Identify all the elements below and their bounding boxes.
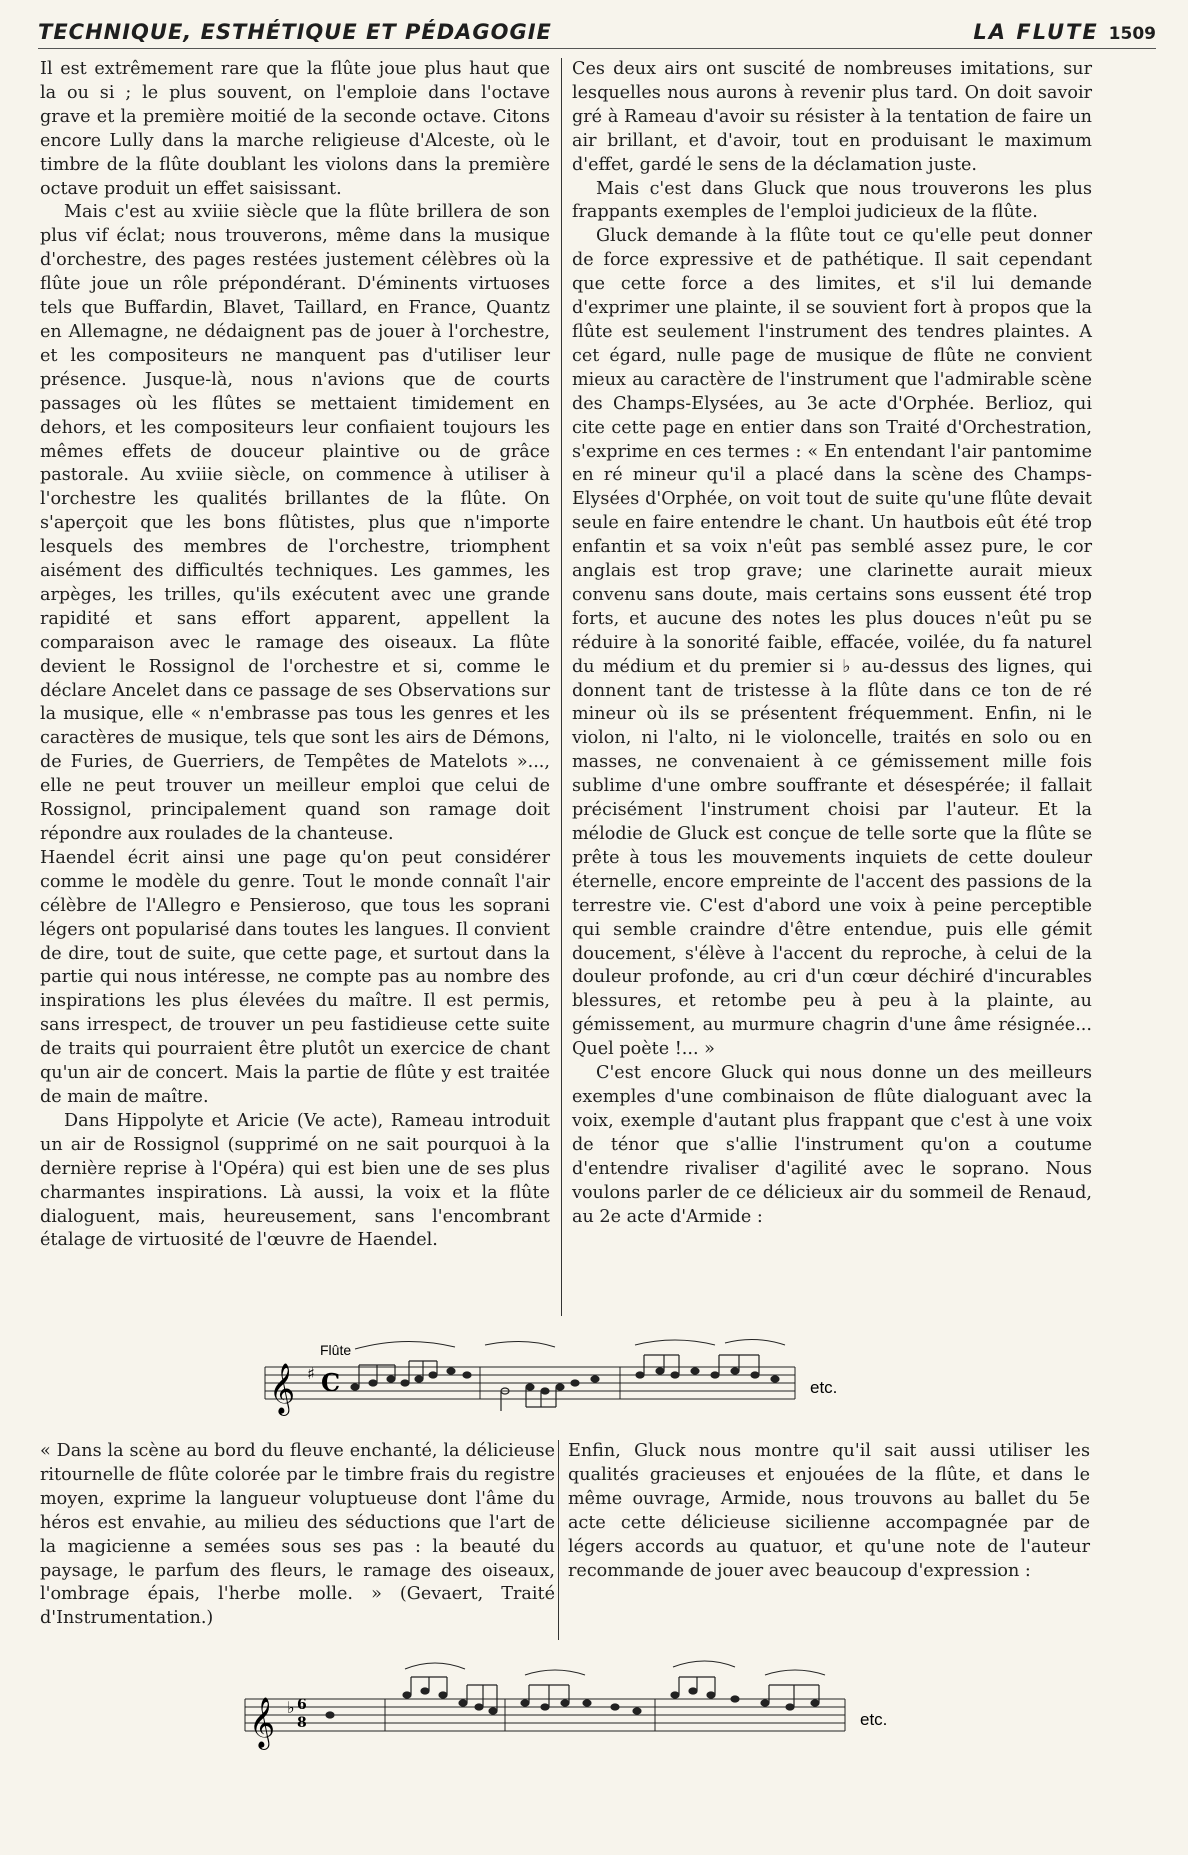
column-left-top xyxy=(40,58,550,1253)
time-signature-6: 6 xyxy=(297,1697,307,1713)
column-divider xyxy=(561,58,562,1316)
paragraph: C'est encore Gluck qui nous donne un des meilleurs exemples d'une combinaison de flûte dialoguant avec la voix, exemple d'autant plus frappant que c'est à une voix de ténor que s'allie l'instrument qu'on a coutume d'entendre rivaliser d'agilité avec le soprano. Nous voulons parler de ce délicieux air du sommeil de Renaud, au 2e acte d'Armide : xyxy=(572,1063,1092,1227)
paragraph: Haendel écrit ainsi une page qu'on peut considérer comme le modèle du genre. Tout le monde connaît l'air célèbre de l'Allegro e Pensieroso, que tous les soprani légers ont popularisé dans toutes les langues. Il convient de dire, tout de suite, que cette page, et surtout dans la partie qui nous intéresse, ne compte pas au nombre des inspirations les plus élevées du maître. Il est permis, sans irrespect, de trouver un peu fastidieuse cette suite de traits qui pourraient être plutôt un exercice de chant qu'un air de concert. Mais la partie de flûte y est traitée de main de maître. xyxy=(40,847,550,1107)
flat-icon: ♭ xyxy=(287,1698,295,1717)
column-right-top xyxy=(572,58,1092,1229)
column-right-bottom xyxy=(568,1440,1090,1583)
header-section-title: TECHNIQUE, ESTHÉTIQUE ET PÉDAGOGIE xyxy=(38,20,552,44)
column-left-bottom xyxy=(40,1440,555,1631)
etc-label: etc. xyxy=(860,1710,888,1729)
paragraph: Gluck demande à la flûte tout ce qu'elle peut donner de force expressive et de pathétique. Il sait cependant que cette force a des limites, et s'il lui demande d'exprimer une plainte, il se souvient fort à propos que la flûte est seulement l'instrument des tendres plaintes. A cet égard, nulle page de musique de flûte ne convient mieux au caractère de l'instrument que l'admirable scène des Champs-Elysées, au 3e acte d'Orphée. Berlioz, qui cite cette page en entier dans son Traité d'Orchestration, s'exprime en ces termes : « En entendant l'air pantomime en ré mineur qu'il a placé dans la scène des Champs-Elysées d'Orphée, on voit tout de suite qu'une flûte devait seule en faire entendre le chant. Un hautbois eût été trop enfantin et sa voix n'eût pas semblé assez pure, le cor anglais est trop grave; une clarinette aurait mieux convenu sans doute, mais certains sons eussent été trop forts, et aucune des notes les plus douces n'eût pu se réduire à la sonorité faible, effacée, voilée, du fa naturel du médium et du premier si ♭ au-dessus des lignes, qui donnent tant de tristesse à la flûte dans ce ton de ré mineur où ils se présentent fréquemment. Enfin, ni le violon, ni l'alto, ni le violoncelle, traités en solo ou en masses, ne convenaient à ce gémissement mille fois sublime d'une ombre souffrante et désespérée; il fallait précisément l'instrument choisi par l'auteur. Et la mélodie de Gluck est conçue de telle sorte que la flûte se prête à tous les mouvements inquiets de cette douleur éternelle, encore empreinte de l'accent des passions de la terrestre vie. C'est d'abord une voix à peine perceptible qui semble craindre d'être entendue, puis elle gémit doucement, s'élève à l'accent du reproche, à celui de la douleur profonde, au cri d'un cœur déchiré d'incurables blessures, et retombe peu à peu à la plainte, au gémissement, au murmure chagrin d'une âme résignée... Quel poète !... » xyxy=(572,226,1092,1060)
paragraph: Il est extrêmement rare que la flûte joue plus haut que la ou si ; le plus souvent, on l'emploie dans l'octave grave et la première moitié de la seconde octave. Citons encore Lully dans la marche religieuse d'Alceste, où le timbre de la flûte doublant les violons dans la première octave produit un effet saisissant. xyxy=(40,59,550,199)
sharp-icon: ♯ xyxy=(307,1364,315,1383)
time-signature-8: 8 xyxy=(297,1715,307,1731)
page-number: 1509 xyxy=(1108,24,1156,44)
common-time-icon: C xyxy=(321,1368,341,1397)
paragraph: Enfin, Gluck nous montre qu'il sait aussi utiliser les qualités gracieuses et enjouées de la flûte, et dans le même ouvrage, Armide, nous trouvons au ballet du 5e acte cette délicieuse sicilienne accompagnée par de légers accords au quatuor, et qu'une note de l'auteur recommande de jouer avec beaucoup d'expression : xyxy=(568,1441,1090,1581)
paragraph: Mais c'est au xviiie siècle que la flûte brillera de son plus vif éclat; nous trouverons, même dans la musique d'orchestre, des pages restées justement célèbres où la flûte joue un rôle prépondérant. D'éminents virtuoses tels que Buffardin, Blavet, Taillard, en France, Quantz en Allemagne, ne dédaignent pas de jouer à l'orchestre, et les compositeurs ne manquent pas d'utiliser leur présence. Jusque-là, nous n'avions que de courts passages où les flûtes se mettaient timidement en dehors, et les compositeurs leur confiaient toujours les mêmes effets de douceur plaintive ou de grâce pastorale. Au xviiie siècle, on commence à utiliser à l'orchestre les qualités brillantes de la flûte. On s'aperçoit que les bons flûtistes, plus que n'importe lesquels des membres de l'orchestre, triomphent aisément des difficultés techniques. Les gammes, les arpèges, les trilles, qu'ils exécutent avec une grande rapidité et sans effort apparent, appellent la comparaison avec le ramage des oiseaux. La flûte devient le Rossignol de l'orchestre et si, comme le déclare Ancelet dans ce passage de ses Observations sur la musique, elle « n'embrasse pas tous les genres et les caractères de musique, tels que sont les airs de Démons, de Furies, de Guerriers, de Tempêtes de Matelots »..., elle ne peut trouver un meilleur emploi que celui de Rossignol, principalement quand son ramage doit répondre aux roulades de la chanteuse. xyxy=(40,202,550,844)
header-journal-title xyxy=(973,20,1156,44)
header-journal-name: LA FLUTE xyxy=(973,20,1099,44)
paragraph: Mais c'est dans Gluck que nous trouverons les plus frappants exemples de l'emploi judicieux de la flûte. xyxy=(572,178,1092,223)
instrument-label: Flûte xyxy=(320,1342,352,1358)
quotation: « Dans la scène au bord du fleuve enchanté, la délicieuse ritournelle de flûte colorée par le timbre frais du registre moyen, exprime la langueur voluptueuse dont l'âme du héros est envahie, au milieu des séductions que l'art de la magicienne a semées sous ses pas : la beauté du paysage, le parfum des fleurs, le ramage des oiseaux, l'ombrage épais, l'herbe molle. » (Gevaert, Traité d'Instrumentation.) xyxy=(40,1441,555,1629)
music-score-flute-armide xyxy=(255,1335,915,1425)
paragraph: Dans Hippolyte et Aricie (Ve acte), Rameau introduit un air de Rossignol (supprimé on ne sait pourquoi à la dernière reprise à l'Opéra) qui est bien une de ses plus charmantes inspirations. Là aussi, la voix et la flûte dialoguent, mais, heureusement, sans l'encombrant étalage de virtuosité de l'œuvre de Haendel. xyxy=(40,1110,550,1251)
etc-label: etc. xyxy=(810,1378,838,1397)
music-score-sicilienne xyxy=(235,1655,915,1755)
running-header xyxy=(38,18,1156,49)
treble-clef-icon: 𝄞 xyxy=(249,1697,276,1748)
column-divider-bottom xyxy=(558,1440,559,1640)
treble-clef-icon: 𝄞 xyxy=(269,1363,296,1414)
paragraph: Ces deux airs ont suscité de nombreuses imitations, sur lesquelles nous aurons à revenir plus tard. On doit savoir gré à Rameau d'avoir su résister à la tentation de faire un air brillant, et d'avoir, tout en produisant le maximum d'effet, gardé le sens de la déclamation juste. xyxy=(572,59,1092,175)
